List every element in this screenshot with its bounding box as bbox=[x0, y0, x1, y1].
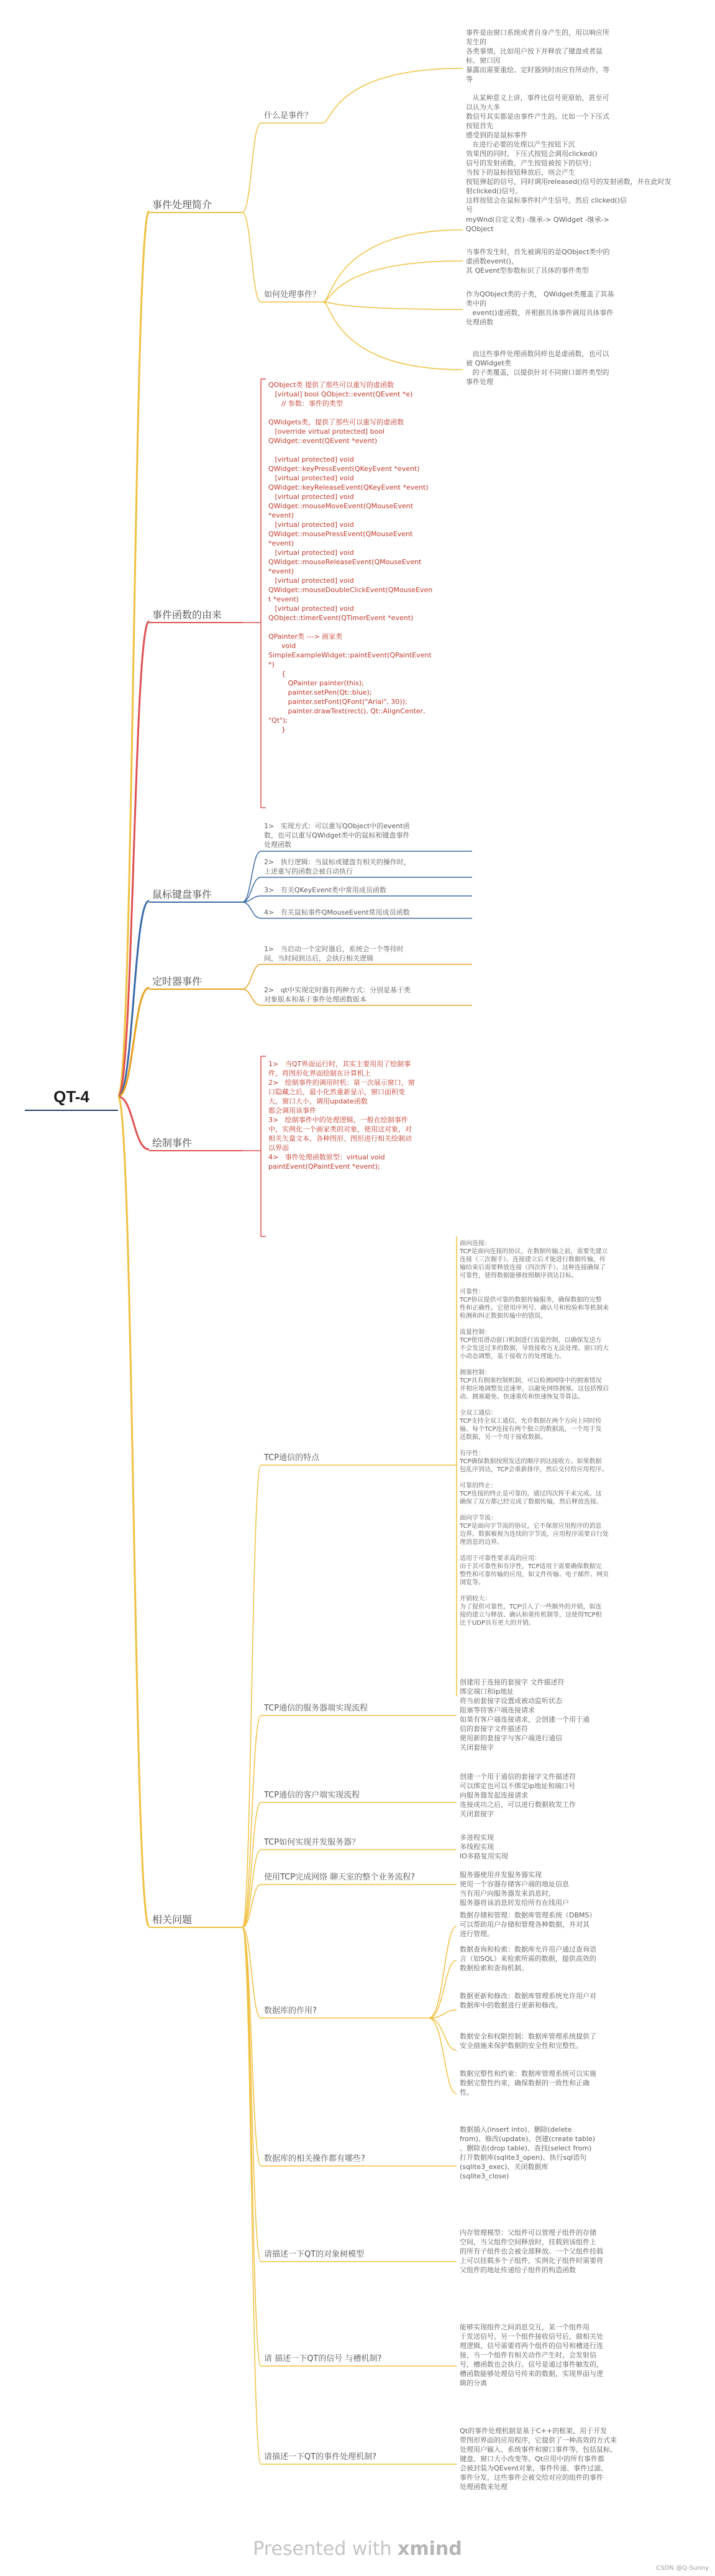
note-db-security: 数据安全和权限控制：数据库管理系统提供了 安全措施来保护数据的安全性和完整性。 bbox=[460, 2032, 596, 2050]
question-chatroom-flow[interactable]: 使用TCP完成网络 聊天室的整个业务流程? bbox=[264, 1873, 416, 1882]
note-qobject-event: 当事件发生时，首先被调用的是QObject类中的 虚函数event()， 其 QEvent型参数标识了具体的事件类型 bbox=[466, 248, 610, 275]
note-inheritance: myWnd(自定义类) -继承-> QWidget -继承-> QObject bbox=[466, 216, 609, 233]
note-signal-slot: 能够实现组件之间消息交互，某一个组件用 于发送信号，另一个组件接收信号后，做相关处 理逻辑，信号需要将两个组件的信号和槽进行连 接，当一个组件有相关动作产生时，会发射信 号，槽函数也会执行。信号是通过事件触发的， 槽函数能够处理信号传来的数据，实现界面与逻 辑的分离 bbox=[460, 2323, 603, 2387]
topic-timer-events[interactable]: 定时器事件 bbox=[152, 975, 203, 987]
csdn-credit: CSDN @Q-Sunny bbox=[656, 2565, 709, 2572]
subtopic-what-is-event[interactable]: 什么是事件？ bbox=[264, 111, 313, 121]
note-tcp-server-flow: 创建用于连接的套接字 文件描述符 绑定端口和ip地址 将当前套接字设置成被动监听状态 阻塞等待客户端连接请求 如果有客户端连接请求，会创建一个用于通 信的套接字文件描述符 使用新的套接字与客户端进行通信 关闭套接字 bbox=[460, 1678, 590, 1752]
note-timer-two-ways: 2> qt中实现定时器有两种方式：分别是基于类 对象版本和基于事件处理函数版本 bbox=[264, 986, 411, 1003]
note-tcp-client-flow: 创建一个用于通信的套接字文件描述符 可以绑定也可以不绑定ip地址和端口号 向服务器发起连接请求 连接成功之后，可以进行数据收发工作 关闭套接字 bbox=[460, 1773, 576, 1818]
question-qt-event-mechanism[interactable]: 请描述一下QT的事件处理机制? bbox=[264, 2452, 377, 2462]
note-db-integrity: 数据完整性和约束：数据库管理系统可以实施 数据完整性约束，确保数据的一致性和正确 性。 bbox=[460, 2070, 596, 2096]
note-tcp-concurrency: 多进程实现 多线程实现 IO多路复用实现 bbox=[460, 1834, 508, 1860]
note-db-operations: 数据插入(insert into)、删除(delete from)、修改(update)、创建(create table) 、删除表(drop table)、查找(select from) 打开数据库(sqlite3_open)、执行sql语句 (sqlite3_exec)、关闭数据库 (sqlite3_close) bbox=[460, 2126, 596, 2180]
question-tcp-features[interactable]: TCP通信的特点 bbox=[264, 1453, 320, 1463]
note-chatroom-flow: 服务器使用并发服务器实现 使用一个容器存储客户端的地址信息 当有用户向服务器发来消息时， 服务器将该消息转发给所有在线用户 bbox=[460, 1871, 569, 1907]
topic-paint-events[interactable]: 绘制事件 bbox=[152, 1137, 193, 1149]
note-paint-event-details: 1> 当QT界面运行时，其实主要用用了绘制事 件，将图形化界面绘制在计算机上 2> 绘制事件的调用时机：第一次展示窗口，窗 口隐藏之后，最小化然重新显示，窗口面积变 大，窗口大小，调用update函数 都会调用该事件 3> 绘制事件中的处理逻辑，一般在绘制事件 中，实例化一个画家类的对象，使用这对象，对 相关矢量文本、各种图形、图形进行相关绘制动 以界面 4> 事件处理函数原型：virtual void paintEvent(QPaintEvent *event); bbox=[268, 1060, 415, 1171]
note-mk-implementation: 1> 实现方式：可以重写QObject中的event函 数，也可以重写QWidget类中的鼠标和键盘事件 处理函数 bbox=[264, 822, 410, 849]
note-db-update: 数据更新和修改：数据库管理系统允许用户对 数据库中的数据进行更新和修改。 bbox=[460, 1992, 596, 2009]
note-virtual-handlers: 而这些事件处理函数同样也是虚函数，也可以 被 QWidget类 的子类覆盖，以提供针对不同窗口部件类型的 事件处理 bbox=[466, 350, 609, 386]
topic-event-intro[interactable]: 事件处理简介 bbox=[152, 199, 212, 211]
question-db-operations[interactable]: 数据库的相关操作都有哪些? bbox=[264, 2154, 365, 2163]
note-event-definition: 事件是由窗口系统或者自身产生的，用以响应所 发生的 各类事情，比如用户按下并释放了键盘或者鼠 标、窗口因 暴露而需要重绘、定时器到时而应有所动作，等 等 从某种意义上讲，事件比信号更原始，甚至可 以认为大多 数信号其实都是由事件产生的。比如一个下压式 按钮首先 感受到的是鼠标事件 在进行必要的处理以产生按钮下沉 效果图的同时，下压式按钮会调用clicked() 信号的发射函数，产生按钮被按下的信号； 当按下的鼠标按钮释放后，则会产生 按钮弹起的信号，同时调用released()信号的发射函数，并在此时发 射clicked()信号。 这样按钮会在鼠标事件时产生信号，然后 clicked()信 号 bbox=[466, 29, 672, 214]
presented-with-footer bbox=[0, 2538, 715, 2560]
topic-related-questions[interactable]: 相关问题 bbox=[152, 1914, 193, 1925]
note-timer-start: 1> 当启动一个定时器后，系统会一个等待时 间，当时间到达后，会执行相关逻辑 bbox=[264, 945, 404, 962]
note-qt-object-tree: 内存管理模型：父组件可以管理子组件的存储 空间，当父组件空间释放时，挂载到该组件上 的所有子组件也会被全部释放。一个父组件挂载 上可以挂载多个子组件，实例化子组件时需要将 父组件的地址传递给子组件的构造函数 bbox=[460, 2229, 603, 2274]
presented-label: Presented with bbox=[253, 2538, 392, 2560]
topic-event-functions-origin[interactable]: 事件函数的由来 bbox=[152, 609, 222, 621]
xmind-brand: xmind bbox=[398, 2538, 462, 2560]
note-virtual-function-list: QObject类 提供了那些可以重写的虚函数 [virtual] bool QObject::event(QEvent *e) // 参数：事件的类型 QWidgets类，提供了那些可以重写的虚函数 [override virtual protected] bool QWidget::event(QEvent *event) [virtual protected] void QWidget::keyPressEvent(QKeyEvent *event) [virtual protected] void QWidget::keyReleaseEvent(QKeyEvent *event) [virtual protected] void QWidget::mouseMoveEvent(QMouseEvent *event) [virtual protected] void QWidget::mousePressEvent(QMouseEvent *event) [virtual protected] void QWidget::mouseReleaseEvent(QMouseEvent *event) [virtual protected] void QWidget::mouseDoubleClickEvent(QMouseEven t *event) [virtual protected] void QObject::timerEvent(QTimerEvent *event) QPainter类 ---> 画家类 void SimpleExampleWidget::paintEvent(QPaintEvent *) { QPainter painter(this); painter.setPen(Qt::blue); painter.setFont(QFont("Arial", 30)); painter.drawText(rect(), Qt::AlignCenter, "Qt"); } bbox=[268, 381, 433, 734]
question-tcp-server-flow[interactable]: TCP通信的服务器端实现流程 bbox=[264, 1704, 368, 1713]
note-qmouseevent: 4> 有关鼠标事件QMouseEvent常用成员函数 bbox=[264, 908, 410, 916]
note-qkeyevent: 3> 有关QKeyEvent类中常用成员函数 bbox=[264, 886, 386, 894]
question-tcp-client-flow[interactable]: TCP通信的客户端实现流程 bbox=[264, 1791, 360, 1800]
root-link-s6 bbox=[118, 1097, 149, 1926]
note-db-query: 数据查询和检索：数据库允许用户通过查询语 言（如SQL）来检索所需的数据，提供高效的 数据检索和查询机制。 bbox=[460, 1945, 596, 1972]
question-database-role[interactable]: 数据库的作用? bbox=[264, 2006, 317, 2016]
subtopic-how-handle-event[interactable]: 如何处理事件？ bbox=[264, 290, 321, 299]
root-link-s1 bbox=[118, 211, 149, 1097]
note-qwidget-event: 作为QObject类的子类， QWidget类覆盖了其基 类中的 event()虚函数，并根据具体事件调用具体事件 处理函数 bbox=[466, 290, 614, 326]
question-signal-slot[interactable]: 请 描述一下QT的信号 与槽机制? bbox=[264, 2354, 382, 2364]
note-db-storage: 数据存储和管理：数据库管理系统（DBMS） 可以帮助用户存储和管理各种数据，并对其 进行管理。 bbox=[460, 1911, 596, 1938]
note-tcp-features: 面向连接： TCP是面向连接的协议，在数据传输之前，需要先建立 连接（三次握手）。连接建立后才能进行数据传输，传 输结束后需要释放连接（四次挥手）。这种连接确保了 可靠性，使得数据能够按照顺序到达目标。 可靠性： TCP协议提供可靠的数据传输服务，确保数据的完整 性和正确性。它使用序列号、确认号和校验和等机制来 检测和纠正数据传输中的错误。 流量控制： TCP使用滑动窗口机制进行流量控制，以确保发送方 不会发送过多的数据，导致接收方无法处理。窗口的大 小动态调整，基于接收方的处理能力。 拥塞控制： TCP具有拥塞控制机制，可以检测网络中的拥塞情况 并相应地调整发送速率，以避免网络拥塞。这包括慢启 动、拥塞避免、快速重传和快速恢复等算法。 全双工通信： TCP支持全双工通信，允许数据在两个方向上同时传 输。每个TCP连接有两个独立的数据流，一个用于发 送数据，另一个用于接收数据。 有序性： TCP确保数据按照发送的顺序到达接收方。如果数据 包乱序到达，TCP会重新排序，然后交付给应用程序。 可靠的终止： TCP连接的终止是可靠的，通过四次挥手来完成。这 确保了双方都已经完成了数据传输，然后释放连接。 面向字节流： TCP是面向字节流的协议，它不保留应用程序的消息 边界。数据被视为连续的字节流，应用程序需要自行处 理消息的边界。 适用于可靠性要求高的应用： 由于其可靠性和有序性，TCP适用于需要确保数据完 整性和可靠传输的应用，如文件传输、电子邮件、网页 浏览等。 开销较大： 为了提供可靠性，TCP引入了一些额外的开销，如连 接的建立与释放、确认和重传机制等，这使得TCP相 比于UDP具有更大的开销。 bbox=[460, 1240, 609, 1627]
root-topic[interactable]: QT-4 bbox=[53, 1087, 89, 1106]
note-mk-logic: 2> 执行逻辑：当鼠标或键盘有相关的操作时， 上述重写的函数会被自动执行 bbox=[264, 858, 411, 875]
question-qt-object-tree[interactable]: 请描述一下QT的对象树模型 bbox=[264, 2250, 365, 2259]
topic-mouse-keyboard-events[interactable]: 鼠标键盘事件 bbox=[152, 888, 212, 900]
note-qt-event-mechanism: Qt的事件处理机制是基于C++的框架，用于开发 带图形界面的应用程序，它提供了一种高效的方式来 处理用户输入、系统事件和窗口事件等，包括鼠标、 键盘、窗口大小改变等。Qt应用中的所有事件都 会被封装为QEvent对象，事件传递、事件过滤、 事件分发，这些事件会被交给对应的组件的事件 处理函数来处理 bbox=[460, 2427, 617, 2491]
question-tcp-concurrency[interactable]: TCP如何实现并发服务器？ bbox=[264, 1838, 360, 1847]
